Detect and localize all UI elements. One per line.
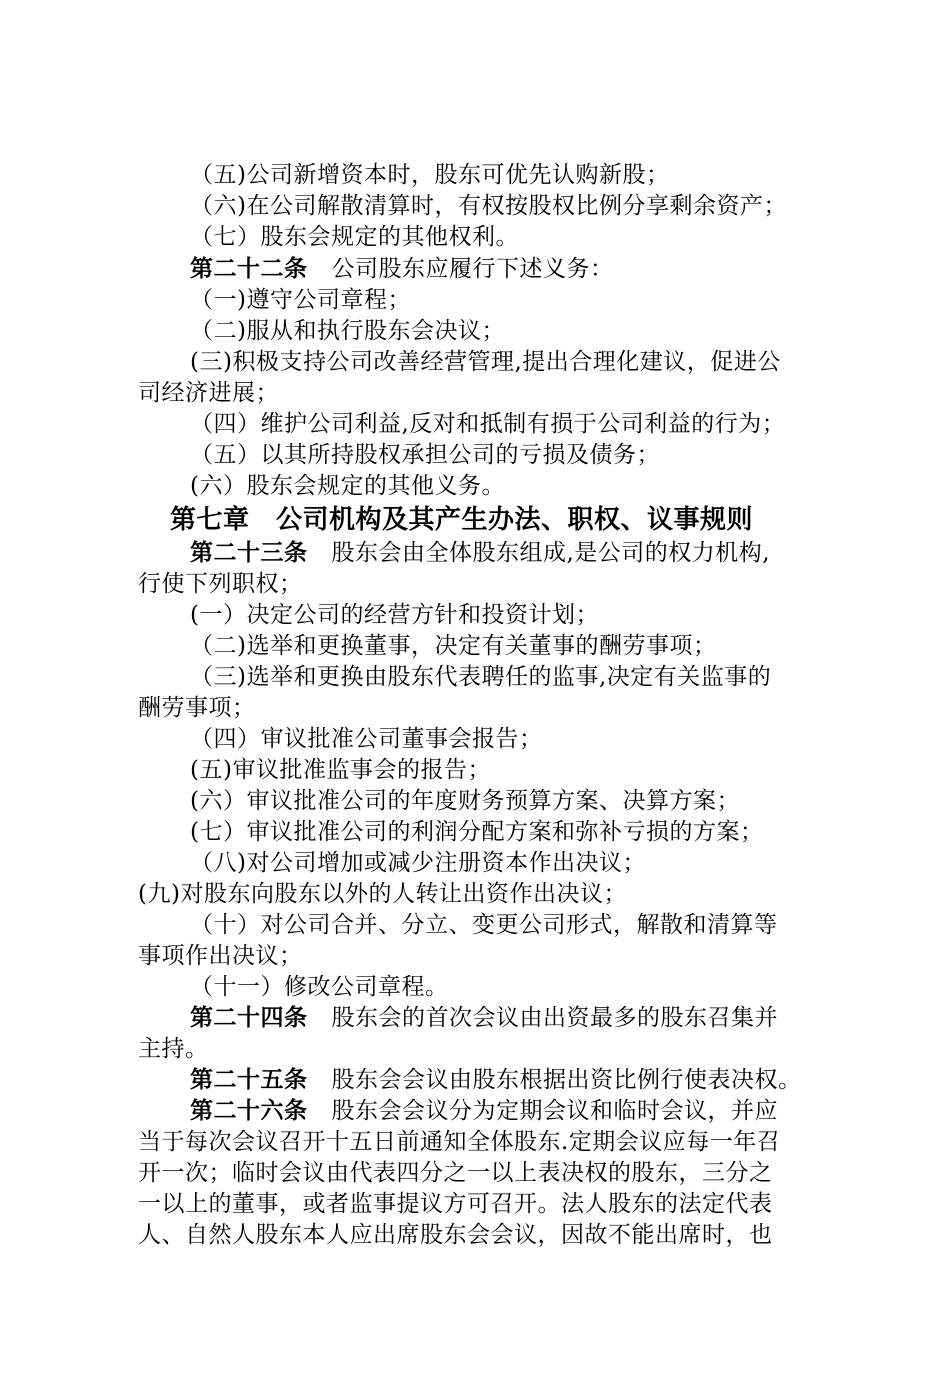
text-line: （四）维护公司利益,反对和抵制有损于公司利益的行为； <box>190 411 786 437</box>
text-line: (一）决定公司的经营方针和投资计划； <box>190 602 599 628</box>
article-text: 股东会会议由股东根据出资比例行使表决权。 <box>331 1067 802 1093</box>
text-line: （六)在公司解散清算时，有权按股权比例分享剩余资产； <box>190 193 787 219</box>
text-line: 主持。 <box>138 1036 209 1062</box>
text-line: 当于每次会议召开十五日前通知全体股东.定期会议应每一年召 <box>138 1129 781 1155</box>
chapter-title: 第七章 公司机构及其产生办法、职权、议事规则 <box>170 505 754 535</box>
article-heading: 第二十三条 <box>190 540 308 566</box>
text-line: （五）以其所持股权承担公司的亏损及债务； <box>190 442 660 468</box>
text-line: (三)积极支持公司改善经营管理,提出合理化建议，促进公 <box>190 349 781 375</box>
text-line: （一)遵守公司章程； <box>190 287 411 313</box>
text-line: 司经济进展； <box>138 380 279 406</box>
article-heading: 第二十六条 <box>190 1098 308 1124</box>
text-line: （二)服从和执行股东会决议； <box>190 318 505 344</box>
text-line: 行使下列职权； <box>138 571 303 597</box>
text-line: 一以上的董事，或者监事提议方可召开。法人股东的法定代表 <box>138 1191 773 1217</box>
article-line <box>190 254 614 284</box>
text-line: （五)公司新增资本时，股东可优先认购新股； <box>190 162 670 188</box>
article-line <box>190 1096 778 1126</box>
article-line <box>190 538 770 568</box>
text-line: （四）审议批准公司董事会报告； <box>190 726 543 752</box>
text-line: (九)对股东向股东以外的人转让出资作出决议； <box>138 881 627 907</box>
article-line <box>190 1003 778 1033</box>
article-line <box>190 1065 802 1095</box>
text-line: （十一）修改公司章程。 <box>190 974 449 1000</box>
text-line: (七）审议批准公司的利润分配方案和弥补亏损的方案； <box>190 819 764 845</box>
text-line: （二)选举和更换董事，决定有关董事的酬劳事项； <box>190 633 717 659</box>
text-line: （三)选举和更换由股东代表聘任的监事,决定有关监事的 <box>190 664 772 690</box>
text-line: (六）审议批准公司的年度财务预算方案、决算方案； <box>190 788 740 814</box>
text-line: 事项作出决议； <box>138 943 303 969</box>
article-heading: 第二十二条 <box>190 256 308 282</box>
text-line: 人、自然人股东本人应出席股东会会议，因故不能出席时，也 <box>138 1222 773 1248</box>
text-line: 酬劳事项； <box>138 695 256 721</box>
article-text: 股东会的首次会议由出资最多的股东召集并 <box>331 1005 778 1031</box>
article-text: 股东会会议分为定期会议和临时会议，并应 <box>331 1098 778 1124</box>
article-text: 公司股东应履行下述义务： <box>331 256 614 282</box>
text-line: （七）股东会规定的其他权利。 <box>190 224 519 250</box>
text-line: (六）股东会规定的其他义务。 <box>190 473 505 499</box>
article-heading: 第二十五条 <box>190 1067 308 1093</box>
text-line: （八)对公司增加或减少注册资本作出决议； <box>190 850 646 876</box>
text-line: (五)审议批准监事会的报告； <box>190 757 491 783</box>
text-line: （十）对公司合并、分立、变更公司形式，解散和清算等 <box>190 912 778 938</box>
article-heading: 第二十四条 <box>190 1005 308 1031</box>
text-line: 开一次；临时会议由代表四分之一以上表决权的股东，三分之 <box>138 1160 773 1186</box>
article-text: 股东会由全体股东组成,是公司的权力机构, <box>331 540 771 566</box>
